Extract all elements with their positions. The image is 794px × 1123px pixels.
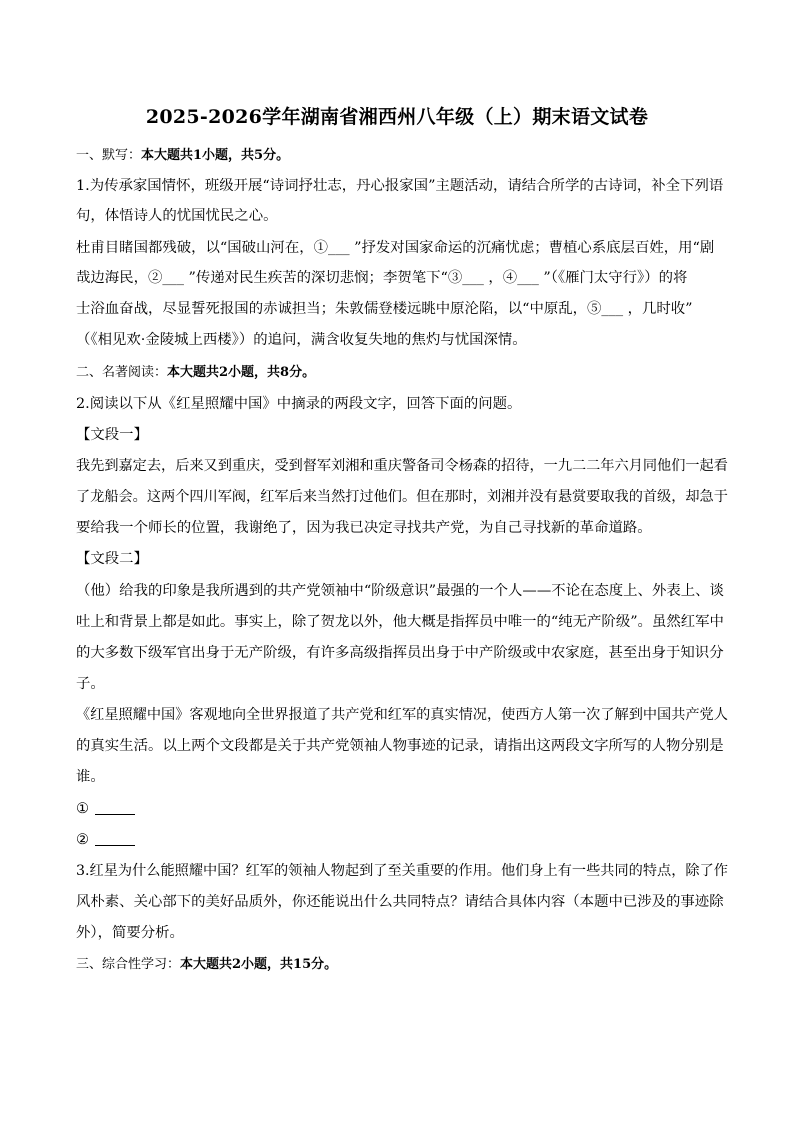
passage-1-heading: 【文段一】 [76, 427, 148, 443]
page-title: 2025-2026学年湖南省湘西州八年级（上）期末语文试卷 [145, 106, 649, 128]
section-header-1 [76, 146, 289, 166]
answer-line-2 [76, 830, 135, 850]
section-3-prefix: 三、综合性学习： [76, 957, 181, 972]
section-header-3 [76, 955, 337, 975]
q2-question-line-3: 谁。 [76, 769, 105, 785]
section-2-detail: 本大题共2小题，共8分。 [167, 365, 316, 380]
passage-2-line-1: （他）给我的印象是我所遇到的共产党领袖中“阶级意识”最强的一个人——不论在态度上、外表上、谈 [76, 583, 724, 599]
passage-2-line-3: 的大多数下级军官出身于无产阶级，有许多高级指挥员出身于中产阶级或中农家庭，甚至出身于知识分 [76, 645, 724, 661]
answer-1-blank[interactable] [95, 800, 135, 815]
q2-question-line-2: 的真实生活。以上两个文段都是关于共产党领袖人物事迹的记录，请指出这两段文字所写的人物分别是 [76, 738, 724, 754]
section-3-detail: 本大题共2小题，共15分。 [180, 957, 338, 972]
q1-line-1: 1.为传承家国情怀，班级开展“诗词抒壮志，丹心报家国”主题活动，请结合所学的古诗词，补全下列语 [76, 178, 724, 194]
q3-line-3: 外），简要分析。 [76, 925, 184, 941]
section-2-prefix: 二、名著阅读： [76, 365, 168, 380]
section-1-prefix: 一、默写： [76, 148, 142, 163]
q3-line-2: 风朴素、关心部下的美好品质外，你还能说出什么共同特点？请结合具体内容（本题中已涉及的事迹除 [76, 894, 724, 910]
answer-line-1 [76, 799, 135, 819]
q1-line-5: 士浴血奋战，尽显誓死报国的赤诚担当；朱敦儒登楼远眺中原沦陷，以“中原乱，⑤___ ，几时收” [76, 301, 693, 317]
q2-question-line-1: 《红星照耀中国》客观地向全世界报道了共产党和红军的真实情况，使西方人第一次了解到中国共产党人 [76, 707, 728, 723]
answer-2-marker: ② [76, 832, 89, 848]
answer-2-blank[interactable] [95, 831, 135, 846]
section-header-2 [76, 363, 315, 383]
q1-line-6: （《相见欢·金陵城上西楼》）的追问，满含收复失地的焦灼与忧国深情。 [76, 332, 527, 348]
q2-intro: 2.阅读以下从《红星照耀中国》中摘录的两段文字，回答下面的问题。 [76, 396, 522, 412]
passage-2-line-2: 吐上和背景上都是如此。事实上，除了贺龙以外，他大概是指挥员中唯一的“纯无产阶级”。虽然红军中 [76, 614, 724, 630]
answer-1-marker: ① [76, 801, 89, 817]
passage-1-line-2: 了龙船会。这两个四川军阀，红军后来当然打过他们。但在那时，刘湘并没有悬赏要取我的首级，却急于 [76, 489, 728, 505]
q1-line-2: 句，体悟诗人的忧国忧民之心。 [76, 208, 278, 224]
passage-1-line-3: 要给我一个师长的位置，我谢绝了，因为我已决定寻找共产党，为自己寻找新的革命道路。 [76, 520, 652, 536]
q1-line-4: 哉边海民，②___ ”传递对民生疾苦的深切悲悯；李贺笔下“③___ ，④___ ”（《雁门太守行》）的将 [76, 270, 688, 286]
q3-line-1: 3.红星为什么能照耀中国？红军的领袖人物起到了至关重要的作用。他们身上有一些共同的特点，除了作 [76, 863, 728, 879]
q1-line-3: 杜甫目睹国都残破，以“国破山河在，①___ ”抒发对国家命运的沉痛忧虑；曹植心系底层百姓，用“剧 [76, 240, 715, 256]
passage-2-line-4: 子。 [76, 676, 105, 692]
section-1-detail: 本大题共1小题，共5分。 [141, 148, 290, 163]
passage-2-heading: 【文段二】 [76, 551, 148, 567]
passage-1-line-1: 我先到嘉定去，后来又到重庆，受到督军刘湘和重庆警备司令杨森的招待，一九二二年六月同他们一起看 [76, 458, 728, 474]
